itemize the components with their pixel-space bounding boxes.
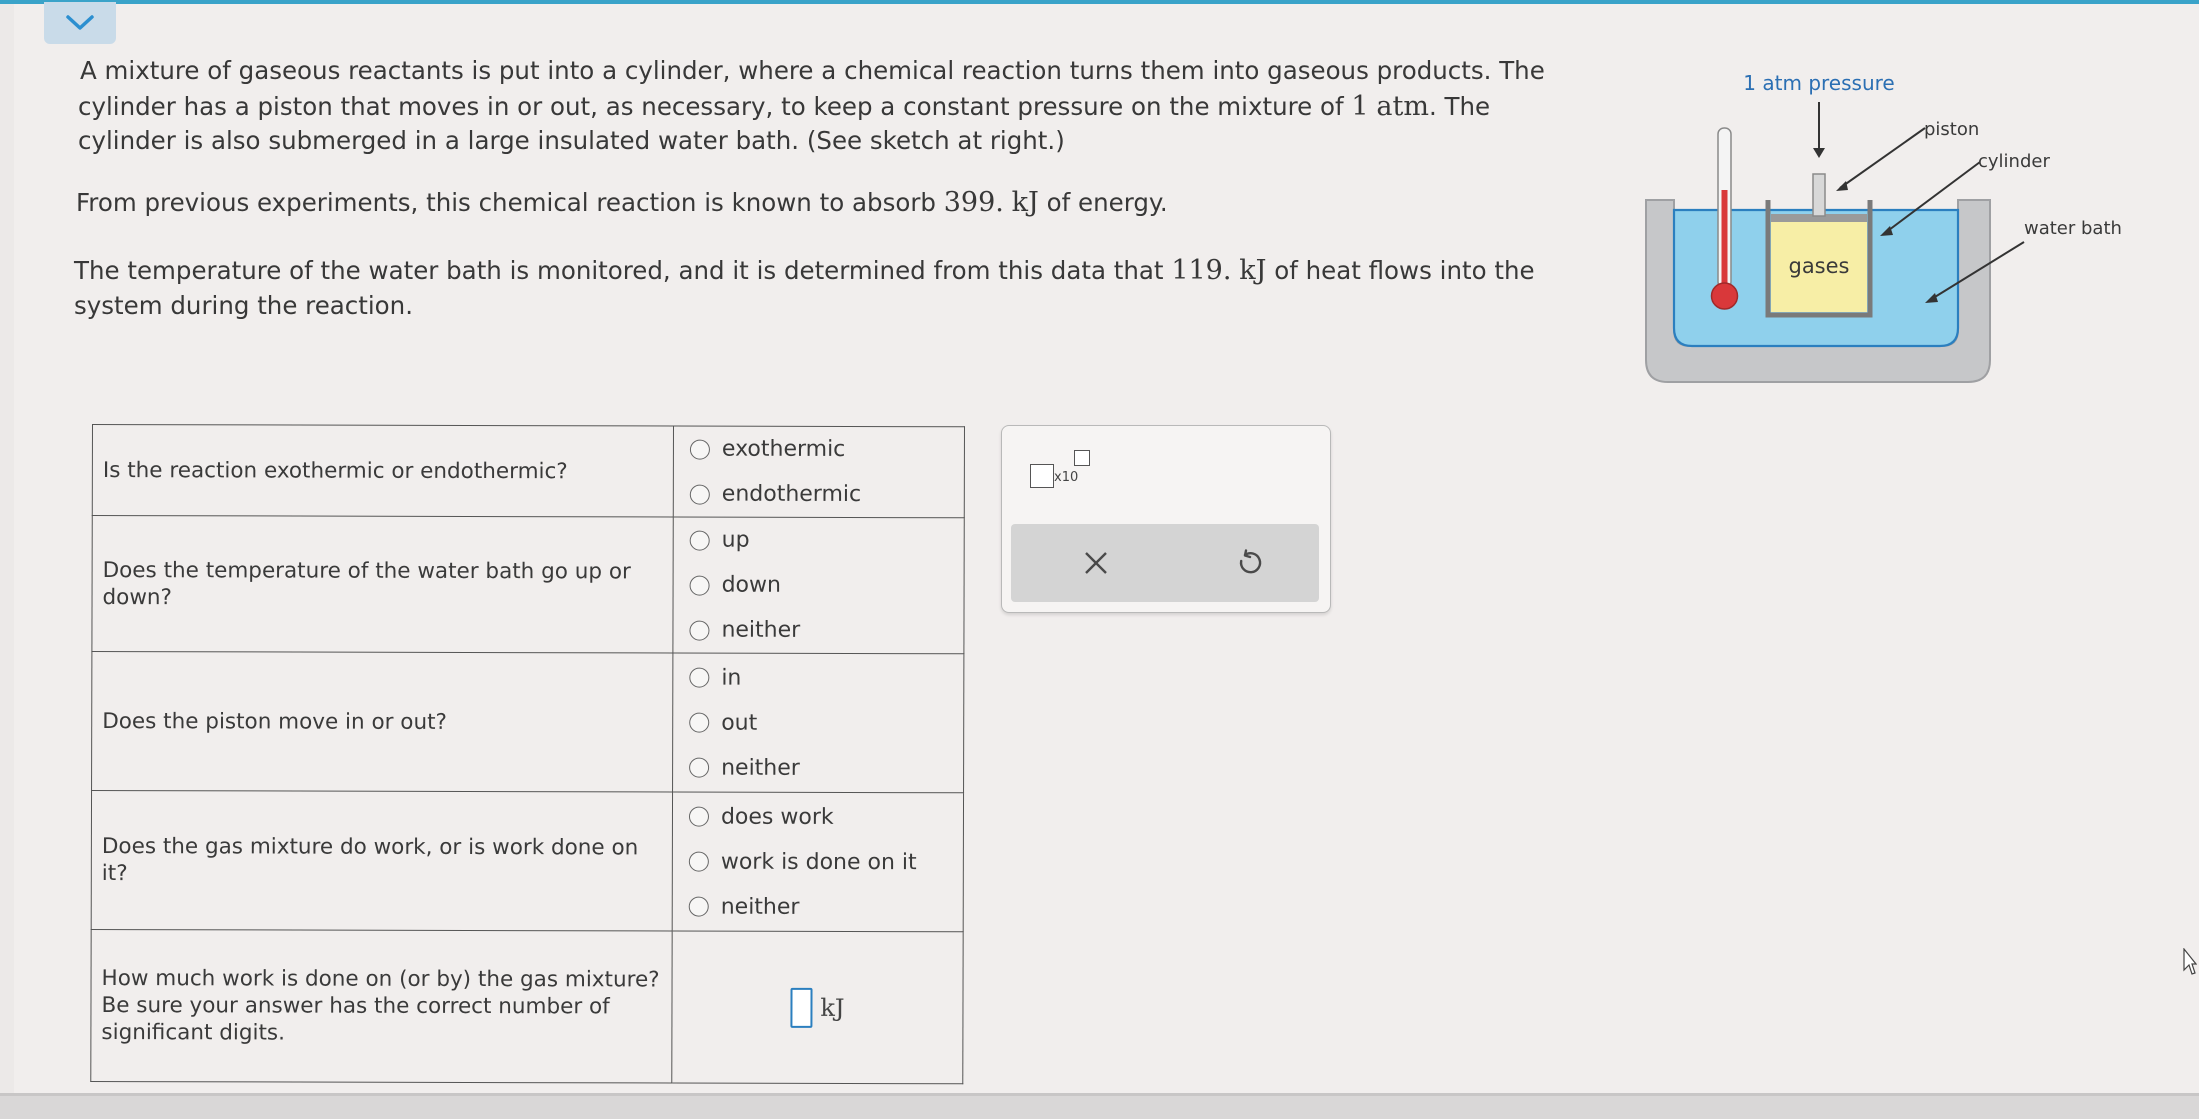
question-cell: Is the reaction exothermic or endothermic? — [92, 425, 673, 518]
radio-button[interactable] — [690, 575, 710, 595]
pressure-arrow-head-icon — [1813, 148, 1825, 158]
question-cell: How much work is done on (or by) the gas mixture? Be sure your answer has the correct number of significant digits. — [91, 929, 672, 1083]
table-row — [91, 929, 963, 1083]
intro-line-2: cylinder has a piston that moves in or out, as necessary, to keep a constant pressure on the mixture of 1 atm. The — [78, 91, 1491, 122]
radio-option-neither[interactable]: neither — [673, 608, 963, 654]
piston-pointer-head-icon — [1836, 181, 1848, 191]
collapse-button[interactable] — [44, 2, 116, 44]
clear-button[interactable] — [1071, 538, 1121, 588]
intro-line-1: A mixture of gaseous reactants is put into a cylinder, where a chemical reaction turns them into gaseous products. The — [80, 56, 1545, 85]
question-cell: Does the piston move in or out? — [92, 652, 673, 793]
water-bath-label: water bath — [2024, 218, 2122, 239]
radio-option-neither[interactable]: neither — [673, 745, 963, 791]
radio-option-neither[interactable]: neither — [673, 884, 963, 930]
question-table — [90, 424, 965, 1084]
answer-cell — [672, 792, 963, 932]
radio-option-up[interactable]: up — [674, 518, 964, 564]
answer-cell — [672, 931, 963, 1084]
work-answer-input[interactable] — [790, 987, 812, 1027]
radio-button[interactable] — [689, 852, 709, 872]
radio-button[interactable] — [689, 758, 709, 778]
apparatus-diagram — [1640, 60, 2140, 400]
pressure-value: 1 — [1351, 91, 1369, 122]
x10-label: x10 — [1054, 470, 1079, 485]
question-cell: Does the gas mixture do work, or is work done on it? — [91, 791, 672, 932]
tool-buttons-bar — [1011, 524, 1319, 602]
radio-option-out[interactable]: out — [673, 700, 963, 746]
question-cell: Does the temperature of the water bath go up or down? — [92, 516, 673, 654]
mantissa-box-icon — [1030, 464, 1054, 488]
undo-button[interactable] — [1225, 538, 1275, 588]
radio-option-work-done-on-it[interactable]: work is done on it — [673, 839, 963, 885]
chevron-down-icon — [63, 13, 97, 33]
radio-button[interactable] — [689, 713, 709, 733]
heat-statement-line-2: system during the reaction. — [74, 291, 413, 320]
radio-button[interactable] — [690, 439, 710, 459]
radio-option-in[interactable]: in — [673, 655, 963, 701]
thermometer-mercury — [1722, 190, 1728, 290]
piston-label: piston — [1924, 119, 1980, 140]
scientific-notation-button[interactable] — [1030, 450, 1100, 490]
energy-statement: From previous experiments, this chemical reaction is known to absorb 399. kJ of energy. — [76, 187, 1168, 218]
heat-value: 119. — [1171, 255, 1232, 286]
piston-rod — [1813, 174, 1825, 216]
piston-pointer-icon — [1840, 128, 1925, 188]
answer-cell — [673, 517, 964, 654]
radio-option-does-work[interactable]: does work — [673, 794, 963, 840]
radio-button[interactable] — [689, 897, 709, 917]
pressure-unit: atm — [1376, 91, 1429, 122]
close-icon — [1083, 550, 1109, 576]
thermometer-bulb — [1712, 283, 1738, 309]
table-row — [92, 516, 964, 654]
radio-option-endothermic[interactable]: endothermic — [674, 472, 964, 518]
answer-cell — [673, 653, 964, 793]
work-answer — [672, 932, 962, 1083]
radio-button[interactable] — [689, 807, 709, 827]
answer-unit: kJ — [820, 993, 845, 1022]
gases-label: gases — [1788, 254, 1850, 278]
energy-value: 399. — [943, 187, 1004, 218]
intro-line-3: cylinder is also submerged in a large insulated water bath. (See sketch at right.) — [78, 126, 1065, 155]
radio-button[interactable] — [690, 484, 710, 504]
bottom-bar — [0, 1096, 2199, 1119]
answer-tool-panel — [1001, 425, 1331, 613]
radio-button[interactable] — [689, 668, 709, 688]
answer-cell — [673, 426, 964, 518]
radio-button[interactable] — [690, 530, 710, 550]
pressure-label: 1 atm pressure — [1743, 71, 1895, 95]
table-row — [92, 425, 964, 518]
radio-option-down[interactable]: down — [674, 563, 964, 609]
undo-icon — [1236, 549, 1264, 577]
mouse-cursor-icon — [2183, 948, 2197, 976]
exponent-box-icon — [1074, 450, 1090, 466]
table-row — [91, 791, 963, 932]
table-row — [92, 652, 964, 793]
energy-unit: kJ — [1011, 187, 1039, 218]
radio-button[interactable] — [689, 620, 709, 640]
cylinder-label: cylinder — [1978, 151, 2050, 172]
radio-option-exothermic[interactable]: exothermic — [674, 427, 964, 473]
heat-statement: The temperature of the water bath is monitored, and it is determined from this data that 119. kJ of heat flows into the — [74, 255, 1535, 286]
heat-unit: kJ — [1239, 255, 1267, 286]
